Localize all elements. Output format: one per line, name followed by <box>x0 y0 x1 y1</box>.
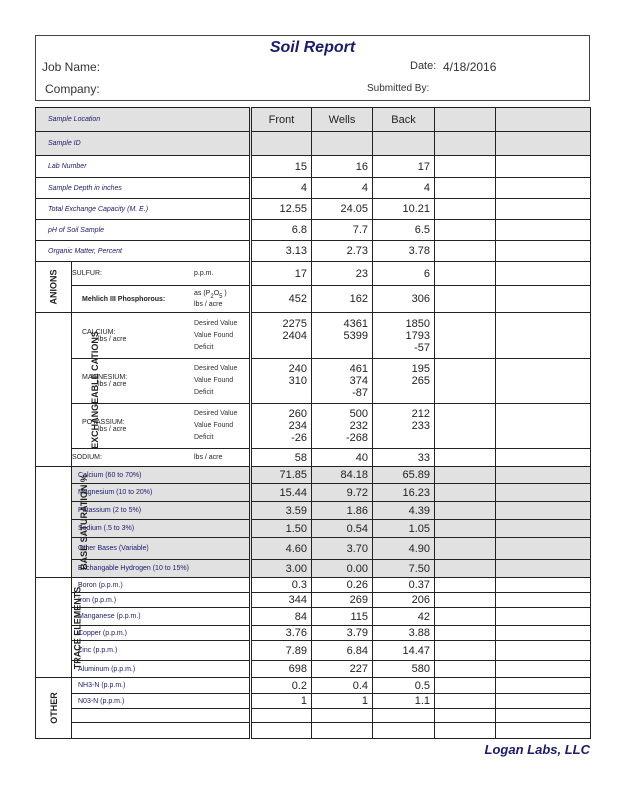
sodium-unit: lbs / acre <box>194 454 223 461</box>
row-label: Potassium (2 to 5%) <box>72 502 251 520</box>
column-header-back: Back <box>373 108 435 132</box>
cell-front: 2275 2404 <box>251 313 312 359</box>
potassium-label: POTASSIUM: <box>82 419 125 426</box>
row-bs-magnesium <box>36 484 591 502</box>
cell-front: 6.8 <box>251 220 312 241</box>
cell <box>496 484 591 502</box>
cell-wells: 0.4 <box>312 678 373 694</box>
phosphorous-label: Mehlich III Phosphorous: <box>82 295 166 303</box>
cell <box>435 178 496 199</box>
row-phosphorous <box>36 286 591 313</box>
cell-wells: 23 <box>312 262 373 286</box>
row-bs-other-bases <box>36 538 591 560</box>
cell <box>496 313 591 359</box>
row-ph <box>36 220 591 241</box>
row-aluminum <box>36 661 591 678</box>
cell <box>435 560 496 578</box>
cell-front: 698 <box>251 661 312 678</box>
cell-wells: 500 232 -268 <box>312 404 373 449</box>
cell-back: 3.88 <box>373 626 435 641</box>
cell-wells: 84.18 <box>312 467 373 484</box>
cell <box>435 502 496 520</box>
cell-back: 195 265 <box>373 359 435 404</box>
cell-back: 1.1 <box>373 694 435 709</box>
cell <box>435 156 496 178</box>
cell-front: 71.85 <box>251 467 312 484</box>
cell-wells: 40 <box>312 449 373 467</box>
row-boron <box>36 578 591 593</box>
cell-wells: 16 <box>312 156 373 178</box>
cell <box>312 709 373 723</box>
sodium-label: SODIUM: <box>72 454 102 461</box>
cell <box>373 709 435 723</box>
cell-front: 15.44 <box>251 484 312 502</box>
row-iron <box>36 593 591 608</box>
cell <box>435 132 496 156</box>
cell-wells: 461 374 -87 <box>312 359 373 404</box>
cell <box>435 484 496 502</box>
row-label: Exchangable Hydrogen (10 to 15%) <box>72 560 251 578</box>
cell <box>496 359 591 404</box>
cell <box>496 608 591 626</box>
cell-front: 84 <box>251 608 312 626</box>
cell-back: 212 233 <box>373 404 435 449</box>
cell-front: 0.3 <box>251 578 312 593</box>
cell-front: 3.76 <box>251 626 312 641</box>
cell-back: 16.23 <box>373 484 435 502</box>
cell-back: 580 <box>373 661 435 678</box>
potassium-unit: lbs / acre <box>98 426 127 433</box>
row-label: Sample ID <box>36 132 251 156</box>
cell-wells: 1.86 <box>312 502 373 520</box>
cell <box>496 220 591 241</box>
cell-front: 15 <box>251 156 312 178</box>
cell-wells: 2.73 <box>312 241 373 262</box>
row-nh3n <box>36 678 591 694</box>
cell <box>496 678 591 694</box>
cell-wells: 227 <box>312 661 373 678</box>
cell <box>435 467 496 484</box>
company-footer: Logan Labs, LLC <box>484 742 590 757</box>
cell <box>435 199 496 220</box>
cell <box>496 578 591 593</box>
report-header <box>35 35 590 101</box>
cell <box>496 178 591 199</box>
column-header-wells: Wells <box>312 108 373 132</box>
row-label: Other Bases (Variable) <box>72 538 251 560</box>
row-total-exchange-capacity <box>36 199 591 220</box>
cell-back: 17 <box>373 156 435 178</box>
cell-front <box>251 723 312 739</box>
cell <box>496 132 591 156</box>
calcium-unit: lbs / acre <box>98 335 127 343</box>
cell-front: 260 234 -26 <box>251 404 312 449</box>
cell <box>496 593 591 608</box>
row-label: Copper (p.p.m.) <box>72 626 251 641</box>
cell <box>435 538 496 560</box>
cell <box>496 467 591 484</box>
row-sample-location <box>36 108 591 132</box>
cell-back: 7.50 <box>373 560 435 578</box>
row-sample-depth <box>36 178 591 199</box>
row-copper <box>36 626 591 641</box>
row-empty <box>36 709 591 723</box>
cell <box>435 661 496 678</box>
section-anions: ANIONS <box>36 262 72 313</box>
row-label: Calcium (60 to 70%) <box>72 467 251 484</box>
cell-front: 17 <box>251 262 312 286</box>
cell <box>496 502 591 520</box>
cell <box>435 641 496 661</box>
row-magnesium <box>36 359 591 404</box>
row-label <box>72 449 251 467</box>
cell-back: 306 <box>373 286 435 313</box>
sulfur-unit: p.p.m. <box>194 270 214 277</box>
cell-front: 58 <box>251 449 312 467</box>
magnesium-label: MAGNESIUM: <box>82 374 128 381</box>
cell <box>435 359 496 404</box>
cell <box>496 449 591 467</box>
value-type-labels: Desired Value Value Found Deficit <box>194 319 238 351</box>
row-label: N03-N (p.p.m.) <box>72 694 251 709</box>
cell <box>312 723 373 739</box>
cell-front: 1 <box>251 694 312 709</box>
row-label: Aluminum (p.p.m.) <box>72 661 251 678</box>
cell-back: 4.39 <box>373 502 435 520</box>
column-header-front: Front <box>251 108 312 132</box>
row-calcium <box>36 313 591 359</box>
cell-front: 3.00 <box>251 560 312 578</box>
row-label: Zinc (p.p.m.) <box>72 641 251 661</box>
cell <box>435 678 496 694</box>
cell-front: 4 <box>251 178 312 199</box>
row-bs-calcium <box>36 467 591 484</box>
cell-wells: 0.00 <box>312 560 373 578</box>
row-label: Sample Depth in inches <box>36 178 251 199</box>
cell-wells: 162 <box>312 286 373 313</box>
cell-back: 4.90 <box>373 538 435 560</box>
cell <box>435 313 496 359</box>
soil-report-table <box>35 107 591 739</box>
row-sulfur <box>36 262 591 286</box>
cell <box>496 156 591 178</box>
cell-wells: 3.70 <box>312 538 373 560</box>
value-type-labels: Desired Value Value Found Deficit <box>194 365 238 396</box>
cell-back: 0.37 <box>373 578 435 593</box>
cell <box>496 560 591 578</box>
cell-front: 240 310 <box>251 359 312 404</box>
cell <box>435 520 496 538</box>
row-sample-id <box>36 132 591 156</box>
magnesium-unit: lbs / acre <box>98 381 127 388</box>
row-zinc <box>36 641 591 661</box>
cell <box>496 641 591 661</box>
cell <box>435 220 496 241</box>
cell <box>312 132 373 156</box>
section-base-saturation: BASE SATURATION % <box>36 467 72 578</box>
section-trace-elements: TRACE ELEMENTS <box>36 578 72 678</box>
row-label <box>72 262 251 286</box>
row-empty <box>36 723 591 739</box>
cell <box>435 709 496 723</box>
date-label: Date: <box>410 60 437 72</box>
cell-wells: 24.05 <box>312 199 373 220</box>
company-label: Company: <box>45 82 100 96</box>
row-label <box>72 723 251 739</box>
cell-back: 206 <box>373 593 435 608</box>
cell-wells: 269 <box>312 593 373 608</box>
row-label: Sodium (.5 to 3%) <box>72 520 251 538</box>
cell-wells: 7.7 <box>312 220 373 241</box>
cell <box>496 404 591 449</box>
submitted-by-label: Submitted By: <box>367 83 430 94</box>
cell-front: 7.89 <box>251 641 312 661</box>
report-title: Soil Report <box>269 39 356 56</box>
job-name-label: Job Name: <box>42 60 101 74</box>
cell-back: 6.5 <box>373 220 435 241</box>
cell <box>373 723 435 739</box>
cell-back: 4 <box>373 178 435 199</box>
row-lab-number <box>36 156 591 178</box>
cell-wells: 6.84 <box>312 641 373 661</box>
cell-front: 0.2 <box>251 678 312 694</box>
cell-wells: 0.54 <box>312 520 373 538</box>
cell <box>435 593 496 608</box>
row-bs-hydrogen <box>36 560 591 578</box>
cell-front: 1.50 <box>251 520 312 538</box>
cell <box>496 626 591 641</box>
row-label: Lab Number <box>36 156 251 178</box>
phosphorous-unit: as (P2O5 ) lbs / acre <box>194 289 227 308</box>
cell <box>496 241 591 262</box>
cell <box>435 241 496 262</box>
row-organic-matter <box>36 241 591 262</box>
cell-front: 3.59 <box>251 502 312 520</box>
cell-front: 3.13 <box>251 241 312 262</box>
column-header-empty <box>435 108 496 132</box>
row-label: Boron (p.p.m.) <box>72 578 251 593</box>
row-bs-sodium <box>36 520 591 538</box>
cell-back: 42 <box>373 608 435 626</box>
cell <box>251 132 312 156</box>
row-sodium <box>36 449 591 467</box>
row-label: Magnesium (10 to 20%) <box>72 484 251 502</box>
cell <box>373 132 435 156</box>
cell-wells: 4 <box>312 178 373 199</box>
row-label: Total Exchange Capacity (M. E.) <box>36 199 251 220</box>
cell-back: 0.5 <box>373 678 435 694</box>
row-label: Manganese (p.p.m.) <box>72 608 251 626</box>
cell-back: 33 <box>373 449 435 467</box>
cell-wells: 1 <box>312 694 373 709</box>
cell <box>435 578 496 593</box>
row-label <box>72 709 251 723</box>
cell-back: 3.78 <box>373 241 435 262</box>
row-label: Organic Matter, Percent <box>36 241 251 262</box>
cell <box>435 262 496 286</box>
cell-front: 452 <box>251 286 312 313</box>
row-bs-potassium <box>36 502 591 520</box>
cell <box>496 723 591 739</box>
row-potassium <box>36 404 591 449</box>
cell <box>435 286 496 313</box>
cell <box>496 709 591 723</box>
section-exchangeable-cations: EXCHANGEABLE CATIONS <box>36 313 72 467</box>
cell <box>496 661 591 678</box>
cell-front: 344 <box>251 593 312 608</box>
cell <box>496 286 591 313</box>
cell <box>496 520 591 538</box>
cell <box>435 723 496 739</box>
row-label: pH of Soil Sample <box>36 220 251 241</box>
cell-back: 14.47 <box>373 641 435 661</box>
column-header-empty <box>496 108 591 132</box>
row-label: Iron (p.p.m.) <box>72 593 251 608</box>
cell <box>496 538 591 560</box>
row-label <box>72 286 251 313</box>
value-type-labels: Desired Value Value Found Deficit <box>194 410 238 441</box>
cell-front: 12.55 <box>251 199 312 220</box>
cell <box>496 262 591 286</box>
row-label: Sample Location <box>36 108 251 132</box>
cell-wells: 9.72 <box>312 484 373 502</box>
section-other: OTHER <box>36 678 72 739</box>
cell-front <box>251 709 312 723</box>
cell <box>435 404 496 449</box>
calcium-label: CALCIUM: <box>82 328 116 336</box>
row-manganese <box>36 608 591 626</box>
cell <box>496 694 591 709</box>
cell-wells: 0.26 <box>312 578 373 593</box>
cell <box>435 626 496 641</box>
cell-wells: 115 <box>312 608 373 626</box>
cell-back: 1850 1793 -57 <box>373 313 435 359</box>
cell-back: 65.89 <box>373 467 435 484</box>
cell-back: 6 <box>373 262 435 286</box>
cell <box>435 694 496 709</box>
date-value: 4/18/2016 <box>443 60 497 74</box>
cell-wells: 4361 5399 <box>312 313 373 359</box>
cell-back: 1.05 <box>373 520 435 538</box>
cell-front: 4.60 <box>251 538 312 560</box>
cell <box>435 449 496 467</box>
sulfur-label: SULFUR: <box>72 270 102 277</box>
cell <box>435 608 496 626</box>
row-label: NH3-N (p.p.m.) <box>72 678 251 694</box>
cell-wells: 3.79 <box>312 626 373 641</box>
cell-back: 10.21 <box>373 199 435 220</box>
cell <box>496 199 591 220</box>
row-no3n <box>36 694 591 709</box>
